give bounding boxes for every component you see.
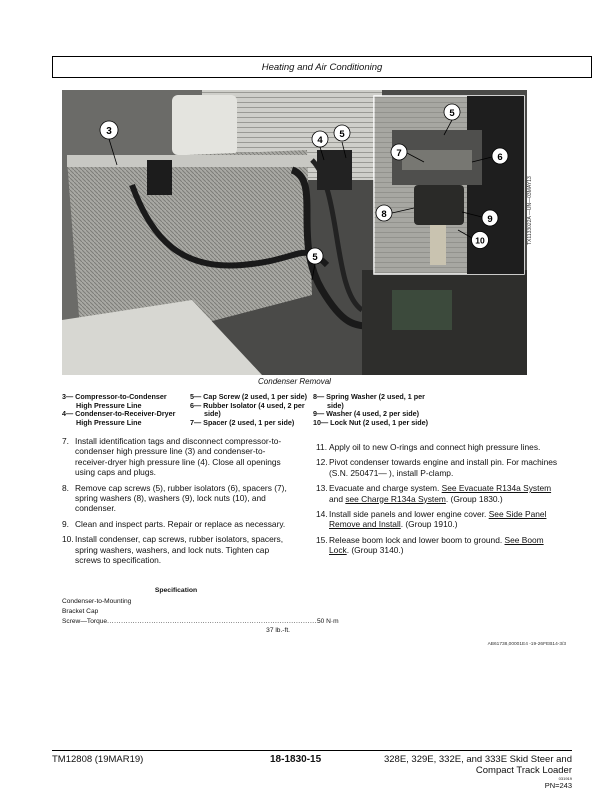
footer-date: 031919 [558, 776, 572, 781]
procedure-steps-left [62, 436, 290, 570]
step-15 [316, 535, 560, 556]
manual-number: TM12808 (19MAR19) [52, 754, 144, 765]
document-reference-code: AB61738,00001E4 -19-26FEB14-3/3 [487, 642, 566, 647]
step-8 [62, 483, 290, 514]
step-11 [316, 442, 560, 452]
link-charge-r134a-system[interactable]: see Charge R134a System [345, 493, 446, 504]
legend-column-1 [62, 393, 190, 427]
link-evacuate-r134a-system[interactable]: See Evacuate R134a System [441, 483, 552, 494]
step-text: Apply oil to new O-rings and connect high pressure lines. [329, 442, 541, 452]
step-text-plain: and [329, 493, 346, 504]
spec-item-line: Bracket Cap [62, 608, 99, 615]
step-number: 11. [316, 442, 328, 452]
header-rule [52, 56, 592, 57]
svg-text:5: 5 [312, 252, 318, 263]
step-text-plain: Release boom lock and lower boom to ground. [329, 534, 505, 545]
step-10 [62, 534, 290, 565]
figure-image-id: TX1133022A —UN—03MAY13 [527, 176, 533, 245]
svg-text:4: 4 [317, 135, 323, 146]
spec-value-metric: 50 N·m [316, 618, 339, 625]
model-line: Compact Track Loader [475, 765, 572, 776]
step-12 [316, 457, 560, 478]
svg-text:5: 5 [449, 108, 455, 119]
step-number: 15. [316, 534, 328, 545]
model-line: 328E, 329E, 332E, and 333E Skid Steer and [383, 754, 572, 765]
link-boom-lock[interactable]: See Boom Lock [329, 534, 544, 556]
legend-entry: 9— Washer (4 used, 2 per side) [313, 409, 419, 419]
legend-entry: High Pressure Line [76, 417, 142, 427]
step-text-plain: . (Group 3140.) [346, 545, 404, 556]
legend-column-2 [190, 393, 312, 427]
step-number: 9. [62, 518, 69, 529]
svg-text:8: 8 [381, 209, 387, 220]
step-text: Install identification tags and disconnect compressor-to-condenser high pressure line (3) and condenser-to-receiver-dryer high pressure line (4). Close all openings using caps and plugs. [75, 436, 282, 478]
step-text-plain: . (Group 1830.) [445, 493, 503, 504]
legend-entry: 7— Spacer (2 used, 1 per side) [190, 417, 295, 427]
svg-text:5: 5 [339, 129, 345, 140]
page-number: 18-1830-15 [270, 754, 322, 765]
model-list [360, 754, 572, 776]
step-number: 13. [316, 483, 328, 494]
step-14 [316, 509, 560, 530]
svg-text:7: 7 [396, 148, 402, 159]
spec-value-imperial: 37 lb.-ft. [266, 627, 290, 634]
step-text: Install condenser, cap screws, rubber isolators, spacers, spring washers, washers, and lock nuts. Tighten cap screws to specification. [75, 534, 284, 566]
step-number: 8. [62, 482, 69, 493]
step-number: 7. [62, 436, 69, 446]
step-7 [62, 436, 290, 478]
step-text: Pivot condenser towards engine and install pin. For machines (S.N. 250471— ), install P-clamp. [329, 457, 558, 478]
step-number: 10. [62, 534, 74, 545]
step-text-plain: . (Group 1910.) [400, 519, 458, 530]
section-title: Heating and Air Conditioning [261, 62, 383, 73]
legend-entry: 3— Compressor-to-Condenser [62, 392, 167, 401]
step-number: 12. [316, 457, 328, 468]
spec-torque-row [62, 618, 339, 626]
step-text-plain: Evacuate and charge system. [329, 483, 442, 494]
footer-rule [52, 750, 572, 751]
step-13 [316, 483, 560, 504]
step-text [329, 483, 560, 504]
step-text: Clean and inspect parts. Repair or replace as necessary. [75, 518, 286, 529]
procedure-steps-right [316, 442, 560, 561]
figure-caption: Condenser Removal [258, 377, 331, 386]
step-text-plain: Install side panels and lower engine cover. [329, 509, 489, 520]
step-text [329, 535, 560, 556]
step-9 [62, 519, 290, 529]
legend-entry: 5— Cap Screw (2 used, 1 per side) [190, 392, 308, 401]
legend-column-3 [313, 393, 433, 427]
header-underline [52, 77, 592, 78]
legend-entry: side) [204, 409, 221, 419]
svg-text:3: 3 [106, 126, 112, 137]
specification-heading: Specification [154, 587, 198, 594]
condenser-removal-photo [62, 90, 527, 375]
step-number: 14. [316, 509, 328, 520]
legend-entry: 4— Condenser-to-Receiver-Dryer [62, 409, 176, 419]
legend-entry: side) [327, 400, 344, 410]
legend-entry: 6— Rubber Isolator (4 used, 2 per [190, 400, 305, 410]
legend-entry: 8— Spring Washer (2 used, 1 per [313, 392, 425, 401]
svg-text:6: 6 [497, 152, 503, 163]
svg-text:10: 10 [475, 235, 485, 246]
legend-entry: 10— Lock Nut (2 used, 1 per side) [313, 417, 429, 427]
step-text: Remove cap screws (5), rubber isolators (6), spacers (7), spring washers (8), washers (9), lock nuts (10), and condenser. [75, 482, 287, 514]
svg-text:9: 9 [487, 214, 493, 225]
footer-pn: PN=243 [544, 781, 572, 790]
spec-item-line: Screw—Torque [62, 618, 108, 625]
link-side-panel-remove-install[interactable]: See Side Panel Remove and Install [329, 509, 547, 530]
spec-item-line: Condenser-to-Mounting [62, 598, 132, 605]
step-text [329, 509, 560, 530]
legend-entry: High Pressure Line [76, 400, 142, 410]
spec-leader-dots: .......................................................................................... [107, 618, 317, 625]
